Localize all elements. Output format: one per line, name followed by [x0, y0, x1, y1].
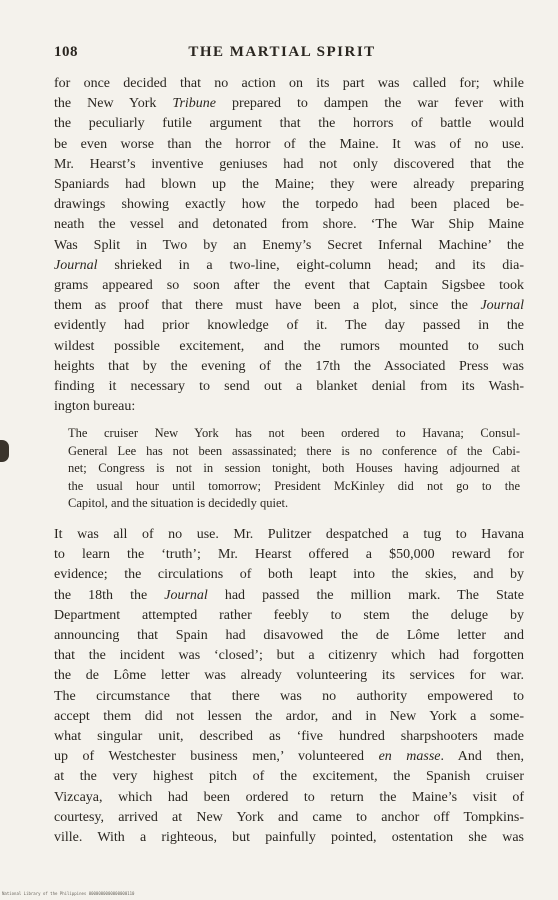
text-line: It was all of no use. Mr. Pulitzer despatched a tug to Havana [54, 526, 524, 542]
text-line: at the very highest pitch of the excitement, the Spanish cruiser [54, 769, 524, 785]
text-line: Mr. Hearst’s inventive geniuses had not only discovered that the [54, 156, 524, 172]
italic-title: Journal [164, 587, 208, 603]
running-head: THE MARTIAL SPIRIT [188, 44, 376, 60]
paragraph-1 [54, 74, 524, 417]
text-line: accept them did not lessen the ardor, and in New York a some- [54, 708, 524, 724]
text-line: for once decided that no action on its part was called for; while [54, 76, 524, 91]
text-line: what singular unit, described as ‘five hundred sharpshooters made [54, 728, 524, 744]
text-line: Journal shrieked in a two-line, eight-column head; and its dia- [54, 257, 524, 273]
text-line: the peculiarly futile argument that the horrors of battle would [54, 116, 524, 132]
quote-line: the usual hour until tomorrow; President McKinley did not go to the [68, 478, 520, 493]
text-line: Vizcaya, which had been ordered to return the Maine’s visit of [54, 789, 524, 805]
page-number: 108 [54, 44, 78, 60]
scan-footer: National Library of the Philippines 0000000000000000110 [2, 891, 135, 896]
text-line: Spaniards had blown up the Maine; they were already preparing [54, 177, 524, 193]
body-text [54, 74, 524, 848]
text-line: courtesy, arrived at New York and came to anchor off Tompkins- [54, 809, 524, 825]
quote-line: The cruiser New York has not been ordered to Havana; Consul- [68, 426, 520, 441]
text-line: ington bureau: [54, 399, 136, 415]
text-line: the 18th the Journal had passed the million mark. The State [54, 587, 524, 603]
quote-line: General Lee has not been assassinated; there is no conference of the Cabi- [68, 443, 520, 458]
text-line: that the incident was ‘closed’; but a citizenry which had forgotten [54, 648, 524, 664]
text-line: the New York Tribune prepared to dampen the war fever with [54, 96, 525, 112]
quote-line: net; Congress is not in session tonight, both Houses having adjourned at [68, 461, 520, 476]
paragraph-2 [54, 525, 524, 848]
text-line: evidence; the circulations of both leapt into the skies, and by [54, 567, 524, 583]
text-line: Department attempted rather feebly to stem the deluge by [54, 607, 524, 623]
text-line: finding it necessary to send out a blanket denial from its Wash- [54, 379, 524, 395]
text-line: to learn the ‘truth’; Mr. Hearst offered a $50,000 reward for [54, 547, 524, 563]
text-line: drawings showing exactly how the torpedo had been placed be- [54, 197, 524, 213]
text-line: the de Lôme letter was already volunteering its services for war. [54, 668, 524, 684]
text-line: up of Westchester business men,’ volunteered en masse. And then, [54, 749, 524, 765]
text-line: them as proof that there must have been a plot, since the Journal [54, 298, 524, 314]
text-line: grams appeared so soon after the event that Captain Sigsbee took [54, 278, 524, 294]
text-line: wildest possible excitement, and the rumors mounted to such [54, 338, 524, 354]
text-line: announcing that Spain had disavowed the de Lôme letter and [54, 627, 524, 643]
text-line: ville. With a righteous, but painfully pointed, ostentation she was [54, 830, 524, 845]
text-line: The circumstance that there was no authority empowered to [54, 688, 524, 704]
quote-line: Capitol, and the situation is decidedly quiet. [68, 496, 289, 511]
italic-title: Tribune [172, 96, 217, 112]
italic-title: Journal [54, 257, 98, 273]
italic-title: Journal [480, 298, 524, 314]
text-line: Was Split in Two by an Enemy’s Secret Infernal Machine’ the [54, 237, 524, 253]
text-line: evidently had prior knowledge of it. The day passed in the [54, 318, 524, 334]
text-line: neath the vessel and detonated from shore. ‘The War Ship Maine [54, 217, 524, 233]
text-line: be even worse than the horror of the Maine. It was of no use. [54, 136, 524, 152]
text-line: heights that by the evening of the 17th the Associated Press was [54, 358, 524, 374]
block-quote [68, 425, 520, 513]
scan-margin-mark [0, 440, 9, 462]
page-header [54, 44, 510, 68]
italic-phrase: en masse [378, 749, 441, 765]
